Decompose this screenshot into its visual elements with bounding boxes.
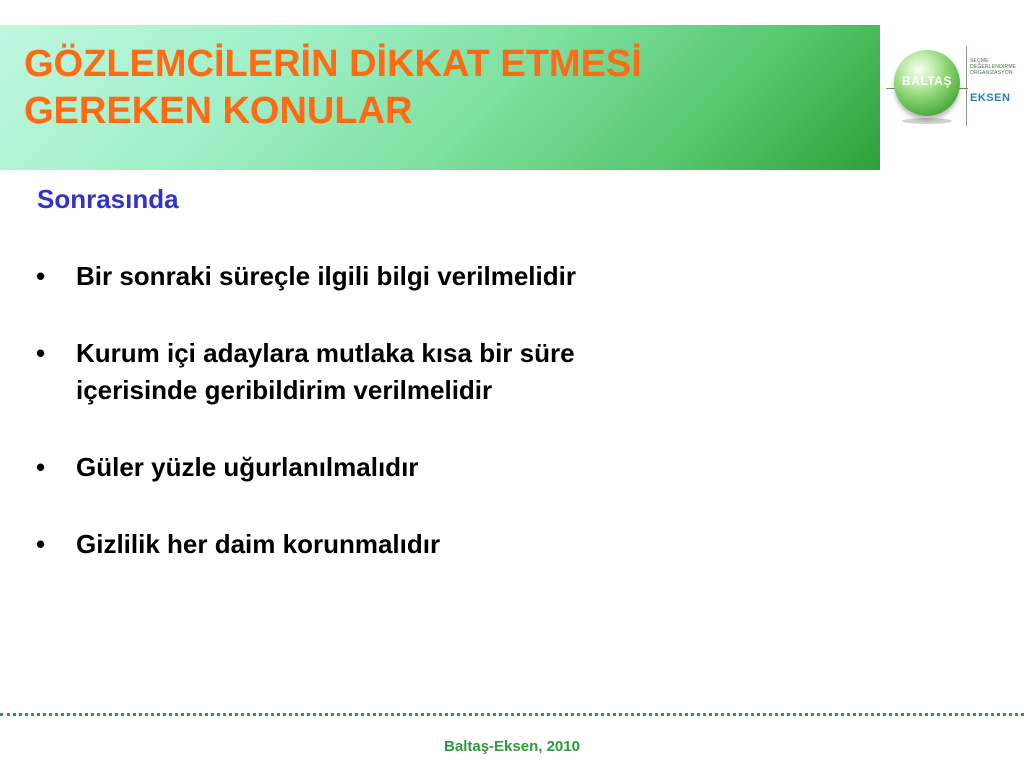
bullet-dot-icon: • (36, 452, 46, 482)
bullet-text (76, 449, 836, 486)
logo-sub-brand: EKSEN (970, 92, 1011, 104)
bullet-item (36, 258, 836, 295)
logo-tagline (970, 58, 1020, 76)
bullet-text-line: içerisinde geribildirim verilmelidir (76, 375, 493, 405)
bullet-text (76, 258, 836, 295)
bullet-text-line: Kurum içi adaylara mutlaka kısa bir süre (76, 338, 575, 368)
bullet-text (76, 526, 836, 563)
slide-title-line-1: GÖZLEMCİLERİN DİKKAT ETMESİ (24, 43, 642, 85)
baltas-eksen-logo (884, 44, 1020, 130)
logo-vertical-rule (966, 46, 967, 126)
logo-tagline-line: ORGANİZASYON (970, 70, 1013, 76)
bullet-list (36, 258, 836, 603)
bullet-item (36, 449, 836, 486)
bullet-text-line: Güler yüzle uğurlanılmalıdır (76, 452, 419, 482)
section-subtitle: Sonrasında (37, 184, 179, 214)
bullet-dot-icon: • (36, 529, 46, 559)
bullet-item (36, 526, 836, 563)
footer-credit: Baltaş-Eksen, 2010 (444, 738, 580, 755)
footer-dotted-divider (0, 713, 1024, 716)
logo-sphere-shadow (902, 118, 952, 124)
slide-title-line-2: GEREKEN KONULAR (24, 90, 413, 132)
logo-brand-label: BALTAŞ (902, 74, 952, 88)
bullet-dot-icon: • (36, 261, 46, 291)
bullet-text-line: Bir sonraki süreçle ilgili bilgi verilmelidir (76, 261, 576, 291)
bullet-item (36, 335, 836, 409)
slide-title (24, 41, 642, 135)
bullet-text-line: Gizlilik her daim korunmalıdır (76, 529, 441, 559)
logo-tagline-line: SEÇME (970, 58, 989, 64)
bullet-dot-icon: • (36, 338, 46, 368)
bullet-text (76, 335, 836, 409)
logo-sphere-icon (894, 50, 960, 116)
logo-tagline-line: DEĞERLENDİRME (970, 64, 1017, 70)
